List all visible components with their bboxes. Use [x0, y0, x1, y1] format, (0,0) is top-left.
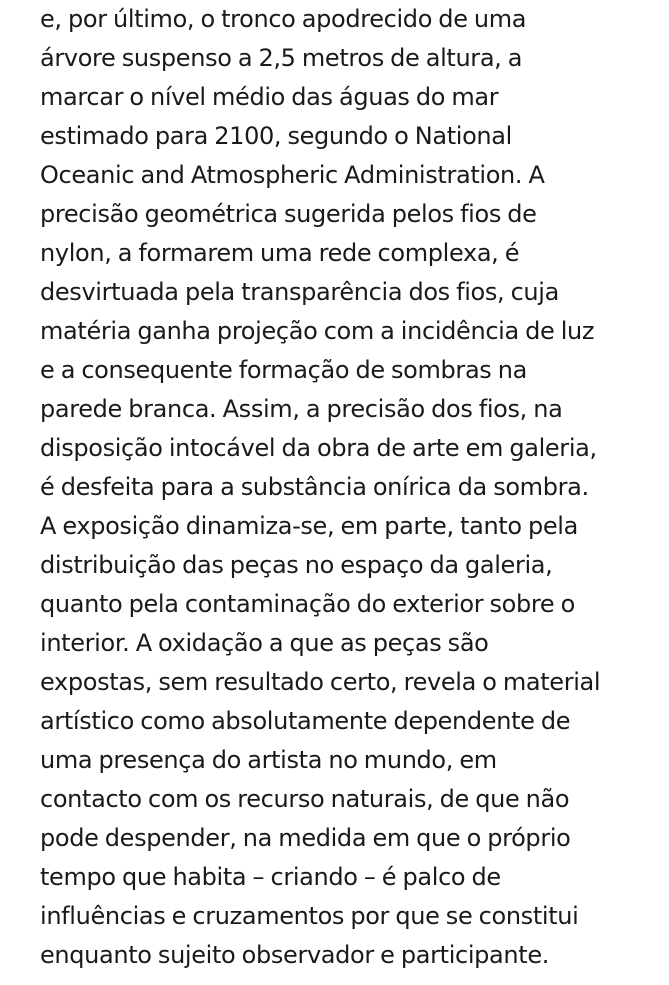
text-line: interior. A oxidação a que as peças são [40, 629, 489, 657]
article-paragraph [40, 0, 650, 975]
text-line: quanto pela contaminação do exterior sobre o [40, 590, 575, 618]
text-line: distribuição das peças no espaço da galeria, [40, 551, 553, 579]
text-line: marcar o nível médio das águas do mar [40, 83, 499, 111]
text-line: e a consequente formação de sombras na [40, 356, 527, 384]
text-line: A exposição dinamiza-se, em parte, tanto pela [40, 512, 578, 540]
text-line: pode despender, na medida em que o próprio [40, 824, 571, 852]
text-line: tempo que habita – criando – é palco de [40, 863, 501, 891]
text-line: nylon, a formarem uma rede complexa, é [40, 239, 520, 267]
text-line: uma presença do artista no mundo, em [40, 746, 497, 774]
text-line: desvirtuada pela transparência dos fios, cuja [40, 278, 559, 306]
text-line: árvore suspenso a 2,5 metros de altura, a [40, 44, 523, 72]
text-line: influências e cruzamentos por que se constitui [40, 902, 579, 930]
text-line: contacto com os recurso naturais, de que não [40, 785, 570, 813]
text-line: precisão geométrica sugerida pelos fios de [40, 200, 537, 228]
text-line: estimado para 2100, segundo o National [40, 122, 512, 150]
text-line: enquanto sujeito observador e participante. [40, 941, 550, 969]
text-line: artístico como absolutamente dependente de [40, 707, 571, 735]
text-line: disposição intocável da obra de arte em galeria, [40, 434, 597, 462]
text-line: é desfeita para a substância onírica da sombra. [40, 473, 589, 501]
text-line: matéria ganha projeção com a incidência de luz [40, 317, 595, 345]
text-line: expostas, sem resultado certo, revela o material [40, 668, 601, 696]
text-line: e, por último, o tronco apodrecido de uma [40, 5, 527, 33]
text-line: parede branca. Assim, a precisão dos fios, na [40, 395, 563, 423]
text-line: Oceanic and Atmospheric Administration. A [40, 161, 545, 189]
